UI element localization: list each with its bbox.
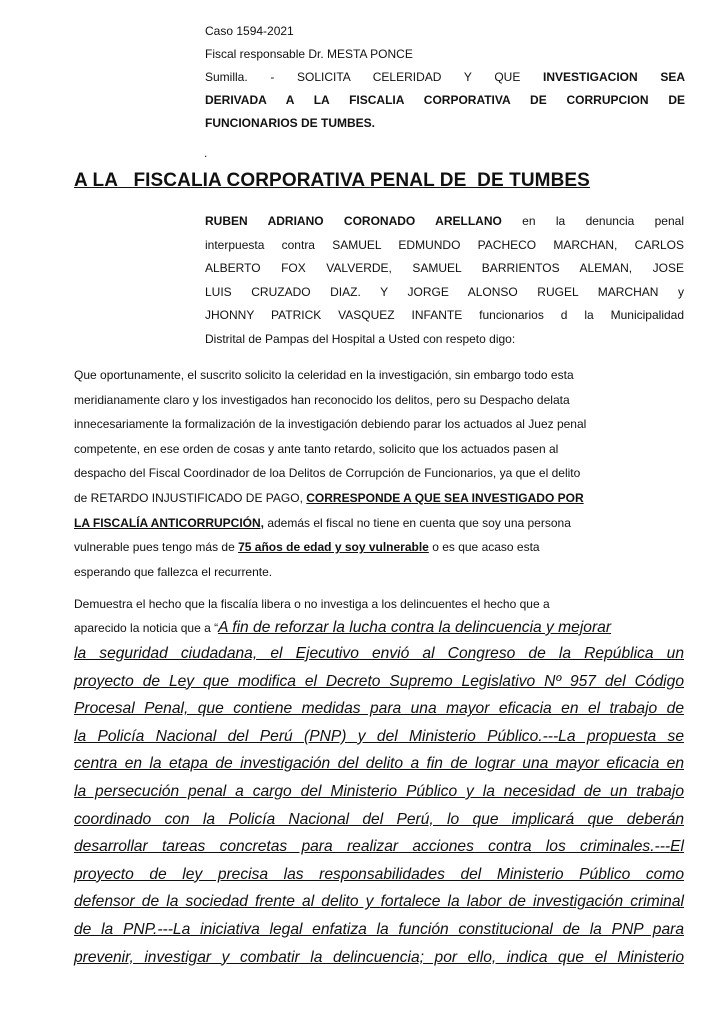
para-line — [74, 535, 684, 560]
para-line — [74, 616, 684, 640]
quoted-line: proyecto de Ley que modifica el Decreto Supremo Legislativo Nº 957 del Código — [74, 672, 684, 690]
emphasis-text: CORRESPONDE A QUE SEA INVESTIGADO POR — [306, 490, 584, 505]
para-line: meridianamente claro y los investigados han reconocido los delitos, pero su Despacho delata — [74, 392, 570, 407]
quoted-line: Procesal Penal, que contiene medidas para una mayor eficacia en el trabajo de — [74, 700, 684, 718]
quoted-line: centra en la etapa de investigación del delito a fin de lograr una mayor eficacia en — [74, 755, 684, 773]
intro-line — [205, 210, 684, 234]
quoted-line: coordinado con la Policía Nacional del Perú, lo que implicará que deberán — [74, 810, 684, 828]
emphasis-text: 75 años de edad y soy vulnerable — [238, 540, 429, 555]
intro-paragraph — [205, 210, 684, 351]
para-line — [74, 486, 684, 511]
emphasis-text: LA FISCALÍA ANTICORRUPCIÓN, — [74, 515, 264, 530]
sumilla-line-2: DERIVADA A LA FISCALIA CORPORATIVA DE CORRUPCION DE — [205, 93, 685, 107]
quoted-line: proyecto de ley precisa las responsabilidades del Ministerio Público como — [74, 865, 684, 883]
sumilla-line-3: FUNCIONARIOS DE TUMBES. — [205, 116, 376, 130]
body-paragraph-2 — [74, 592, 684, 971]
intro-line-text: en la denuncia penal — [501, 214, 684, 228]
para-line: competente, en ese orden de cosas y ante tanto retardo, solicito que los actuados pasen al — [74, 441, 559, 456]
quoted-line: la seguridad ciudadana, el Ejecutivo envió al Congreso de la República un — [74, 645, 684, 662]
quoted-line: desarrollar tareas concretas para realizar acciones contra los criminales.---El — [74, 838, 684, 856]
quoted-line: defensor de la sociedad frente al delito y fortalece la labor de investigación criminal — [74, 893, 684, 911]
petitioner-name: RUBEN ADRIANO CORONADO ARELLANO — [205, 214, 502, 228]
quoted-line: la persecución penal a cargo del Ministerio Público y la necesidad de un trabajo — [74, 782, 684, 800]
document-title: A LA FISCALIA CORPORATIVA PENAL DE DE TUMBES — [74, 170, 590, 191]
quoted-text: A fin de reforzar la lucha contra la delincuencia y mejorar — [218, 619, 612, 636]
quoted-line: prevenir, investigar y combatir la delincuencia; por ello, indica que el Ministerio — [74, 948, 684, 966]
intro-line: LUIS CRUZADO DIAZ. Y JORGE ALONSO RUGEL MARCHAN y — [205, 284, 684, 299]
para-text: además el fiscal no tiene en cuenta que soy una persona — [264, 515, 571, 530]
intro-line: ALBERTO FOX VALVERDE, SAMUEL BARRIENTOS ALEMAN, JOSE — [205, 261, 684, 275]
sumilla-line-1 — [205, 66, 685, 89]
prosecutor-line: Fiscal responsable Dr. MESTA PONCE — [205, 47, 413, 61]
para-line: innecesariamente la formalización de la investigación debiendo parar los actuados al Juez penal — [74, 417, 587, 432]
intro-line: interpuesta contra SAMUEL EDMUNDO PACHECO MARCHAN, CARLOS — [205, 237, 684, 252]
para-line: esperando que fallezca el recurrente. — [74, 564, 273, 579]
body-paragraph-1 — [74, 363, 684, 584]
case-number: Caso 1594-2021 — [205, 24, 294, 38]
para-text: vulnerable pues tengo más de — [74, 540, 239, 555]
intro-line: JHONNY PATRICK VASQUEZ INFANTE funcionarios d la Municipalidad — [205, 308, 684, 322]
case-header — [205, 20, 685, 135]
dot-mark: . — [204, 146, 208, 160]
intro-line: Distrital de Pampas del Hospital a Usted con respeto digo: — [205, 331, 516, 346]
para-line: Que oportunamente, el suscrito solicito la celeridad en la investigación, sin embargo todo esta — [74, 368, 574, 382]
para-text: aparecido la noticia que a “ — [74, 621, 219, 635]
para-text: o es que acaso esta — [428, 540, 540, 555]
sumilla-bold-1: INVESTIGACION SEA — [542, 70, 685, 84]
quoted-line: la Policía Nacional del Perú (PNP) y del Ministerio Público.---La propuesta se — [74, 727, 684, 745]
para-line: Demuestra el hecho que la fiscalía libera o no investiga a los delincuentes el hecho que a — [74, 597, 550, 611]
para-line: despacho del Fiscal Coordinador de loa Delitos de Corrupción de Funcionarios, ya que el delito — [74, 466, 581, 481]
quoted-line: de la PNP.---La iniciativa legal enfatiza la función constitucional de la PNP para — [74, 920, 684, 938]
para-text: de RETARDO INJUSTIFICADO DE PAGO, — [74, 490, 307, 505]
para-line — [74, 511, 684, 536]
sumilla-label: Sumilla. - SOLICITA CELERIDAD Y QUE — [205, 70, 543, 84]
